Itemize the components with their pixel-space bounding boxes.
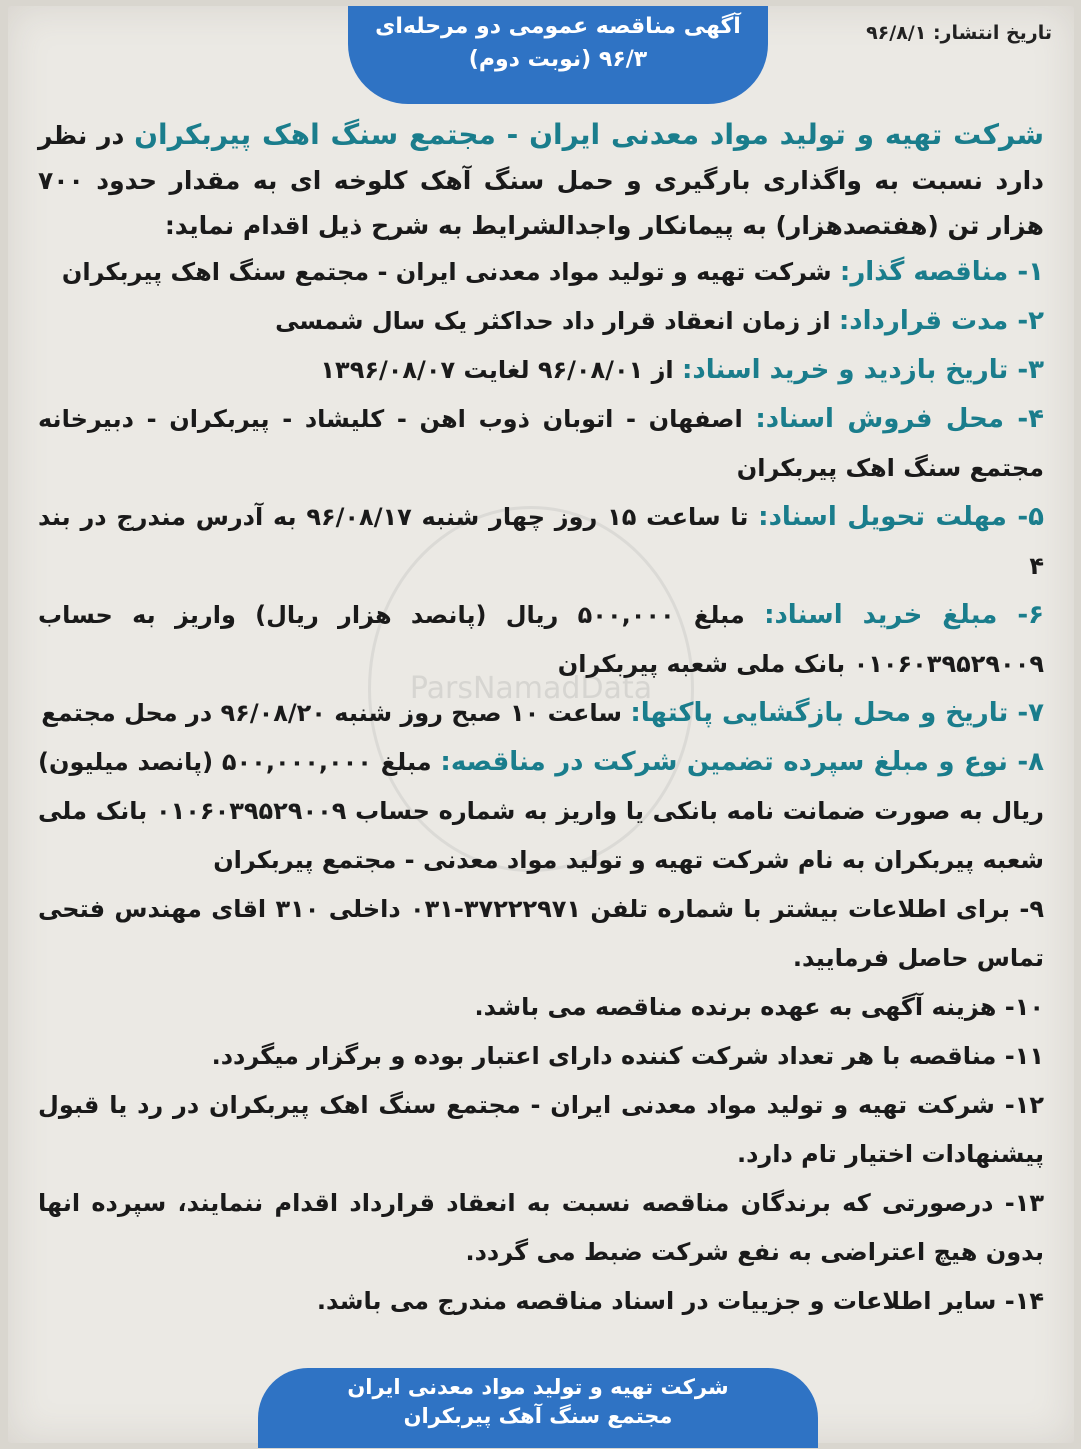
item-label: ۵- مهلت تحویل اسناد: [758,502,1045,532]
item-text: از ۹۶/۰۸/۰۱ لغایت ۱۳۹۶/۰۸/۰۷ [320,356,674,384]
list-item [38,395,1044,493]
item-text: ساعت ۱۰ صبح روز شنبه ۹۶/۰۸/۲۰ در محل مجتمع [41,699,623,727]
list-item [38,738,1044,885]
item-text: ۱۱- مناقصه با هر تعداد شرکت کننده دارای اعتبار بوده و برگزار میگردد. [211,1042,1044,1070]
item-label: ۴- محل فروش اسناد: [755,404,1044,434]
list-item [38,493,1044,591]
item-text: ۱۳- درصورتی که برندگان مناقصه نسبت به انعقاد قرارداد اقدام ننمایند، سپرده انها بدون هیچ اعتراضی به نفع شرکت ضبط می گردد. [38,1189,1044,1266]
footer-company: شرکت تهیه و تولید مواد معدنی ایران [347,1375,729,1399]
item-text: ۱۲- شرکت تهیه و تولید مواد معدنی ایران - مجتمع سنگ اهک پیربکران در رد یا قبول پیشنهادات اختیار تام دارد. [38,1091,1044,1168]
item-text: از زمان انعقاد قرار داد حداکثر یک سال شمسی [275,307,831,335]
item-text: شرکت تهیه و تولید مواد معدنی ایران - مجتمع سنگ اهک پیربکران [61,258,832,286]
item-label: ۳- تاریخ بازدید و خرید اسناد: [682,355,1044,385]
header-number: ۹۶/۳ (نوبت دوم) [468,47,648,72]
item-text: ۱۰- هزینه آگهی به عهده برنده مناقصه می باشد. [474,993,1044,1021]
item-text: ۱۴- سایر اطلاعات و جزییات در اسناد مناقصه مندرج می باشد. [316,1287,1044,1315]
list-item [38,689,1044,738]
item-text: اصفهان - اتوبان ذوب اهن - کلیشاد - پیربکران - دبیرخانه مجتمع سنگ اهک پیربکران [38,405,1044,482]
item-label: ۷- تاریخ و محل بازگشایی پاکتها: [630,698,1044,728]
list-item [38,1032,1044,1081]
announcement-body [38,112,1044,1326]
header-title: آگهی مناقصه عمومی دو مرحله‌ای [375,14,741,39]
item-text: مبلغ ۵۰۰,۰۰۰ ریال (پانصد هزار ریال) واریز به حساب ۰۱۰۶۰۳۹۵۲۹۰۰۹ بانک ملی شعبه پیربکران [38,601,1044,678]
list-item [38,1179,1044,1277]
list-item [38,346,1044,395]
footer-complex: مجتمع سنگ آهک پیربکران [403,1404,673,1428]
item-label: ۸- نوع و مبلغ سپرده تضمین شرکت در مناقصه: [440,747,1045,777]
footer-banner [258,1368,818,1448]
watermark: ParsNamadData [368,506,694,872]
header-banner [348,6,768,104]
item-label: ۲- مدت قرارداد: [838,306,1044,336]
list-item [38,297,1044,346]
intro-text: در نظر دارد نسبت به واگذاری بارگیری و حمل سنگ آهک کلوخه ای به مقدار حدود ۷۰۰ هزار تن (هفتصدهزار) به پیمانکار واجدالشرایط به شرح ذیل اقدام نماید: [38,121,1044,240]
list-item [38,1081,1044,1179]
item-text: مبلغ ۵۰۰,۰۰۰,۰۰۰ (پانصد میلیون) ریال به صورت ضمانت نامه بانکی یا واریز به شماره حساب ۰۱۰۶۰۳۹۵۲۹۰۰۹ بانک ملی شعبه پیربکران به نام شرکت تهیه و تولید مواد معدنی - مجتمع پیربکران [38,748,1045,874]
list-item [38,885,1044,983]
publication-date: تاریخ انتشار: ۹۶/۸/۱ [866,22,1052,44]
item-label: ۶- مبلغ خرید اسناد: [764,600,1045,630]
newspaper-clipping [8,6,1074,1443]
item-text: ۹- برای اطلاعات بیشتر با شماره تلفن ۳۷۲۲۲۹۷۱-۰۳۱ داخلی ۳۱۰ اقای مهندس فتحی تماس حاصل فرمایید. [38,895,1044,972]
company-name: شرکت تهیه و تولید مواد معدنی ایران - مجتمع سنگ اهک پیربکران [134,118,1045,151]
list-item [38,1277,1044,1326]
intro-paragraph [38,112,1044,248]
list-item [38,983,1044,1032]
item-text: تا ساعت ۱۵ روز چهار شنبه ۹۶/۰۸/۱۷ به آدرس مندرج در بند ۴ [38,503,1044,580]
item-label: ۱- مناقصه گذار: [839,257,1044,287]
list-item [38,591,1044,689]
list-item [38,248,1044,297]
